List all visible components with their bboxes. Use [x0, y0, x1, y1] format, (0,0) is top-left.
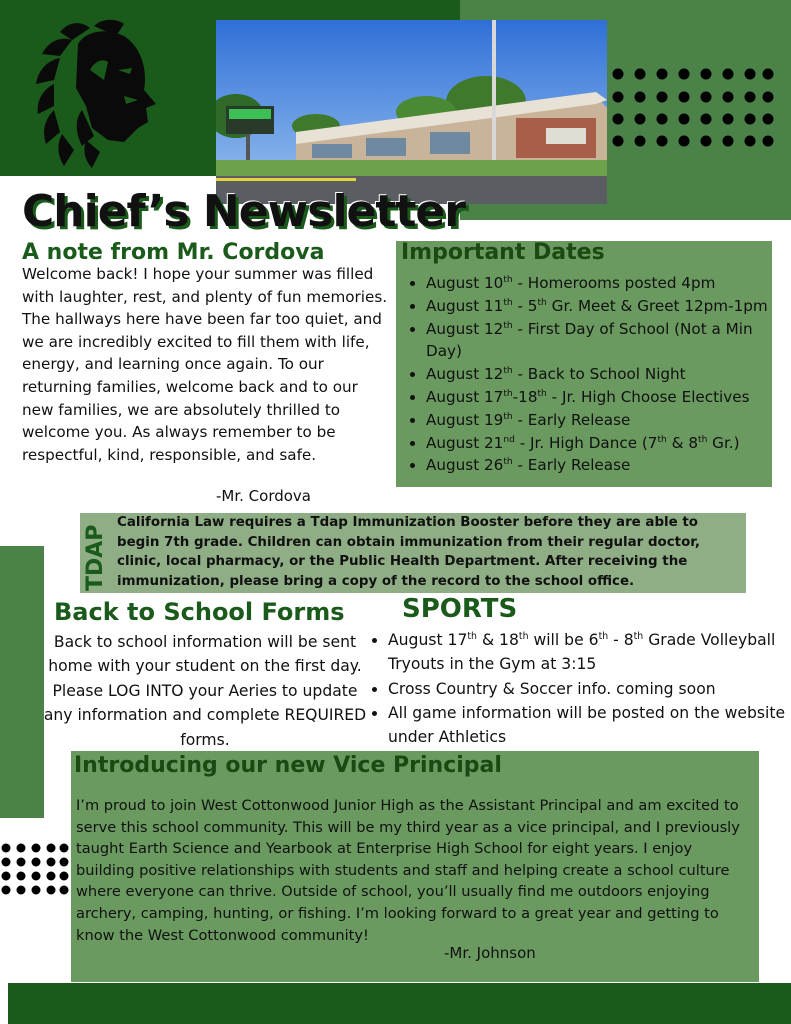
sports-heading: SPORTS — [402, 594, 518, 624]
note-signature: -Mr. Cordova — [216, 487, 312, 505]
left-accent-bar — [0, 546, 44, 818]
svg-text:TDAP: TDAP — [83, 524, 108, 591]
note-heading: A note from Mr. Cordova — [22, 240, 325, 265]
tdap-notice: California Law requires a Tdap Immunization Booster before they are able to begin 7th grade. Children can obtain immunization from their regular doctor, clinic, local pharmacy, or the Public Health Department. After receiving the immunization, please bring a copy of the record to the school office. — [117, 515, 700, 589]
vice-principal-heading: Introducing our new Vice Principal — [74, 753, 502, 778]
sports-item: • All game information will be posted on the website under Athletics — [388, 701, 788, 750]
date-item: • August 12th - Back to School Night — [426, 363, 791, 386]
date-item: • August 12th - First Day of School (Not a Min Day) — [426, 318, 791, 364]
date-item: • August 10th - Homerooms posted 4pm — [426, 272, 791, 295]
forms-heading: Back to School Forms — [54, 598, 345, 626]
forms-body: Back to school information will be sent home with your student on the first day. Please LOG INTO your Aeries to update any information and complete REQUIRED forms. — [43, 633, 367, 749]
sports-item: • Cross Country & Soccer info. coming soon — [388, 677, 788, 701]
vice-principal-body: I’m proud to join West Cottonwood Junior High as the Assistant Principal and am excited to serve this school community. This will be my third year as a vice principal, and I previously taught Earth Science and Yearbook at Enterprise High School for eight years. I enjoy building positive relationships with students and staff and helping create a school culture where everyone can thrive. Outside of school, you’ll usually find me outdoors enjoying archery, camping, hunting, or fishing. I’m looking forward to a great year and getting to know the West Cottonwood community! — [76, 797, 740, 944]
date-item: • August 11th - 5th Gr. Meet & Greet 12pm-1pm — [426, 295, 791, 318]
vice-principal-signature: -Mr. Johnson — [444, 944, 536, 962]
school-photo — [216, 20, 607, 204]
footer-bar — [8, 983, 791, 1024]
decorative-dots — [612, 66, 774, 150]
date-item: • August 21nd - Jr. High Dance (7th & 8th Gr.) — [426, 432, 791, 455]
important-dates-list — [408, 272, 791, 477]
date-item: • August 17th-18th - Jr. High Choose Electives — [426, 386, 791, 409]
sports-item: • August 17th & 18th will be 6th - 8th Grade Volleyball Tryouts in the Gym at 3:15 — [388, 628, 788, 677]
sports-list — [370, 628, 788, 749]
chief-headdress-icon — [20, 10, 180, 170]
date-item: • August 19th - Early Release — [426, 409, 791, 432]
note-body: Welcome back! I hope your summer was filled with laughter, rest, and plenty of fun memories. The hallways here have been far too quiet, and we are incredibly excited to fill them with life, energy, and learning once again. To our returning families, welcome back and to our new families, we are absolutely thrilled to welcome you. As always remember to be respectful, kind, responsible, and safe. — [22, 265, 388, 464]
important-dates-heading: Important Dates — [401, 240, 605, 265]
decorative-dots-bottom — [0, 843, 70, 895]
date-item: • August 26th - Early Release — [426, 454, 791, 477]
tdap-label — [78, 513, 110, 593]
newsletter-title: Chief’s Newsletter — [22, 186, 465, 237]
